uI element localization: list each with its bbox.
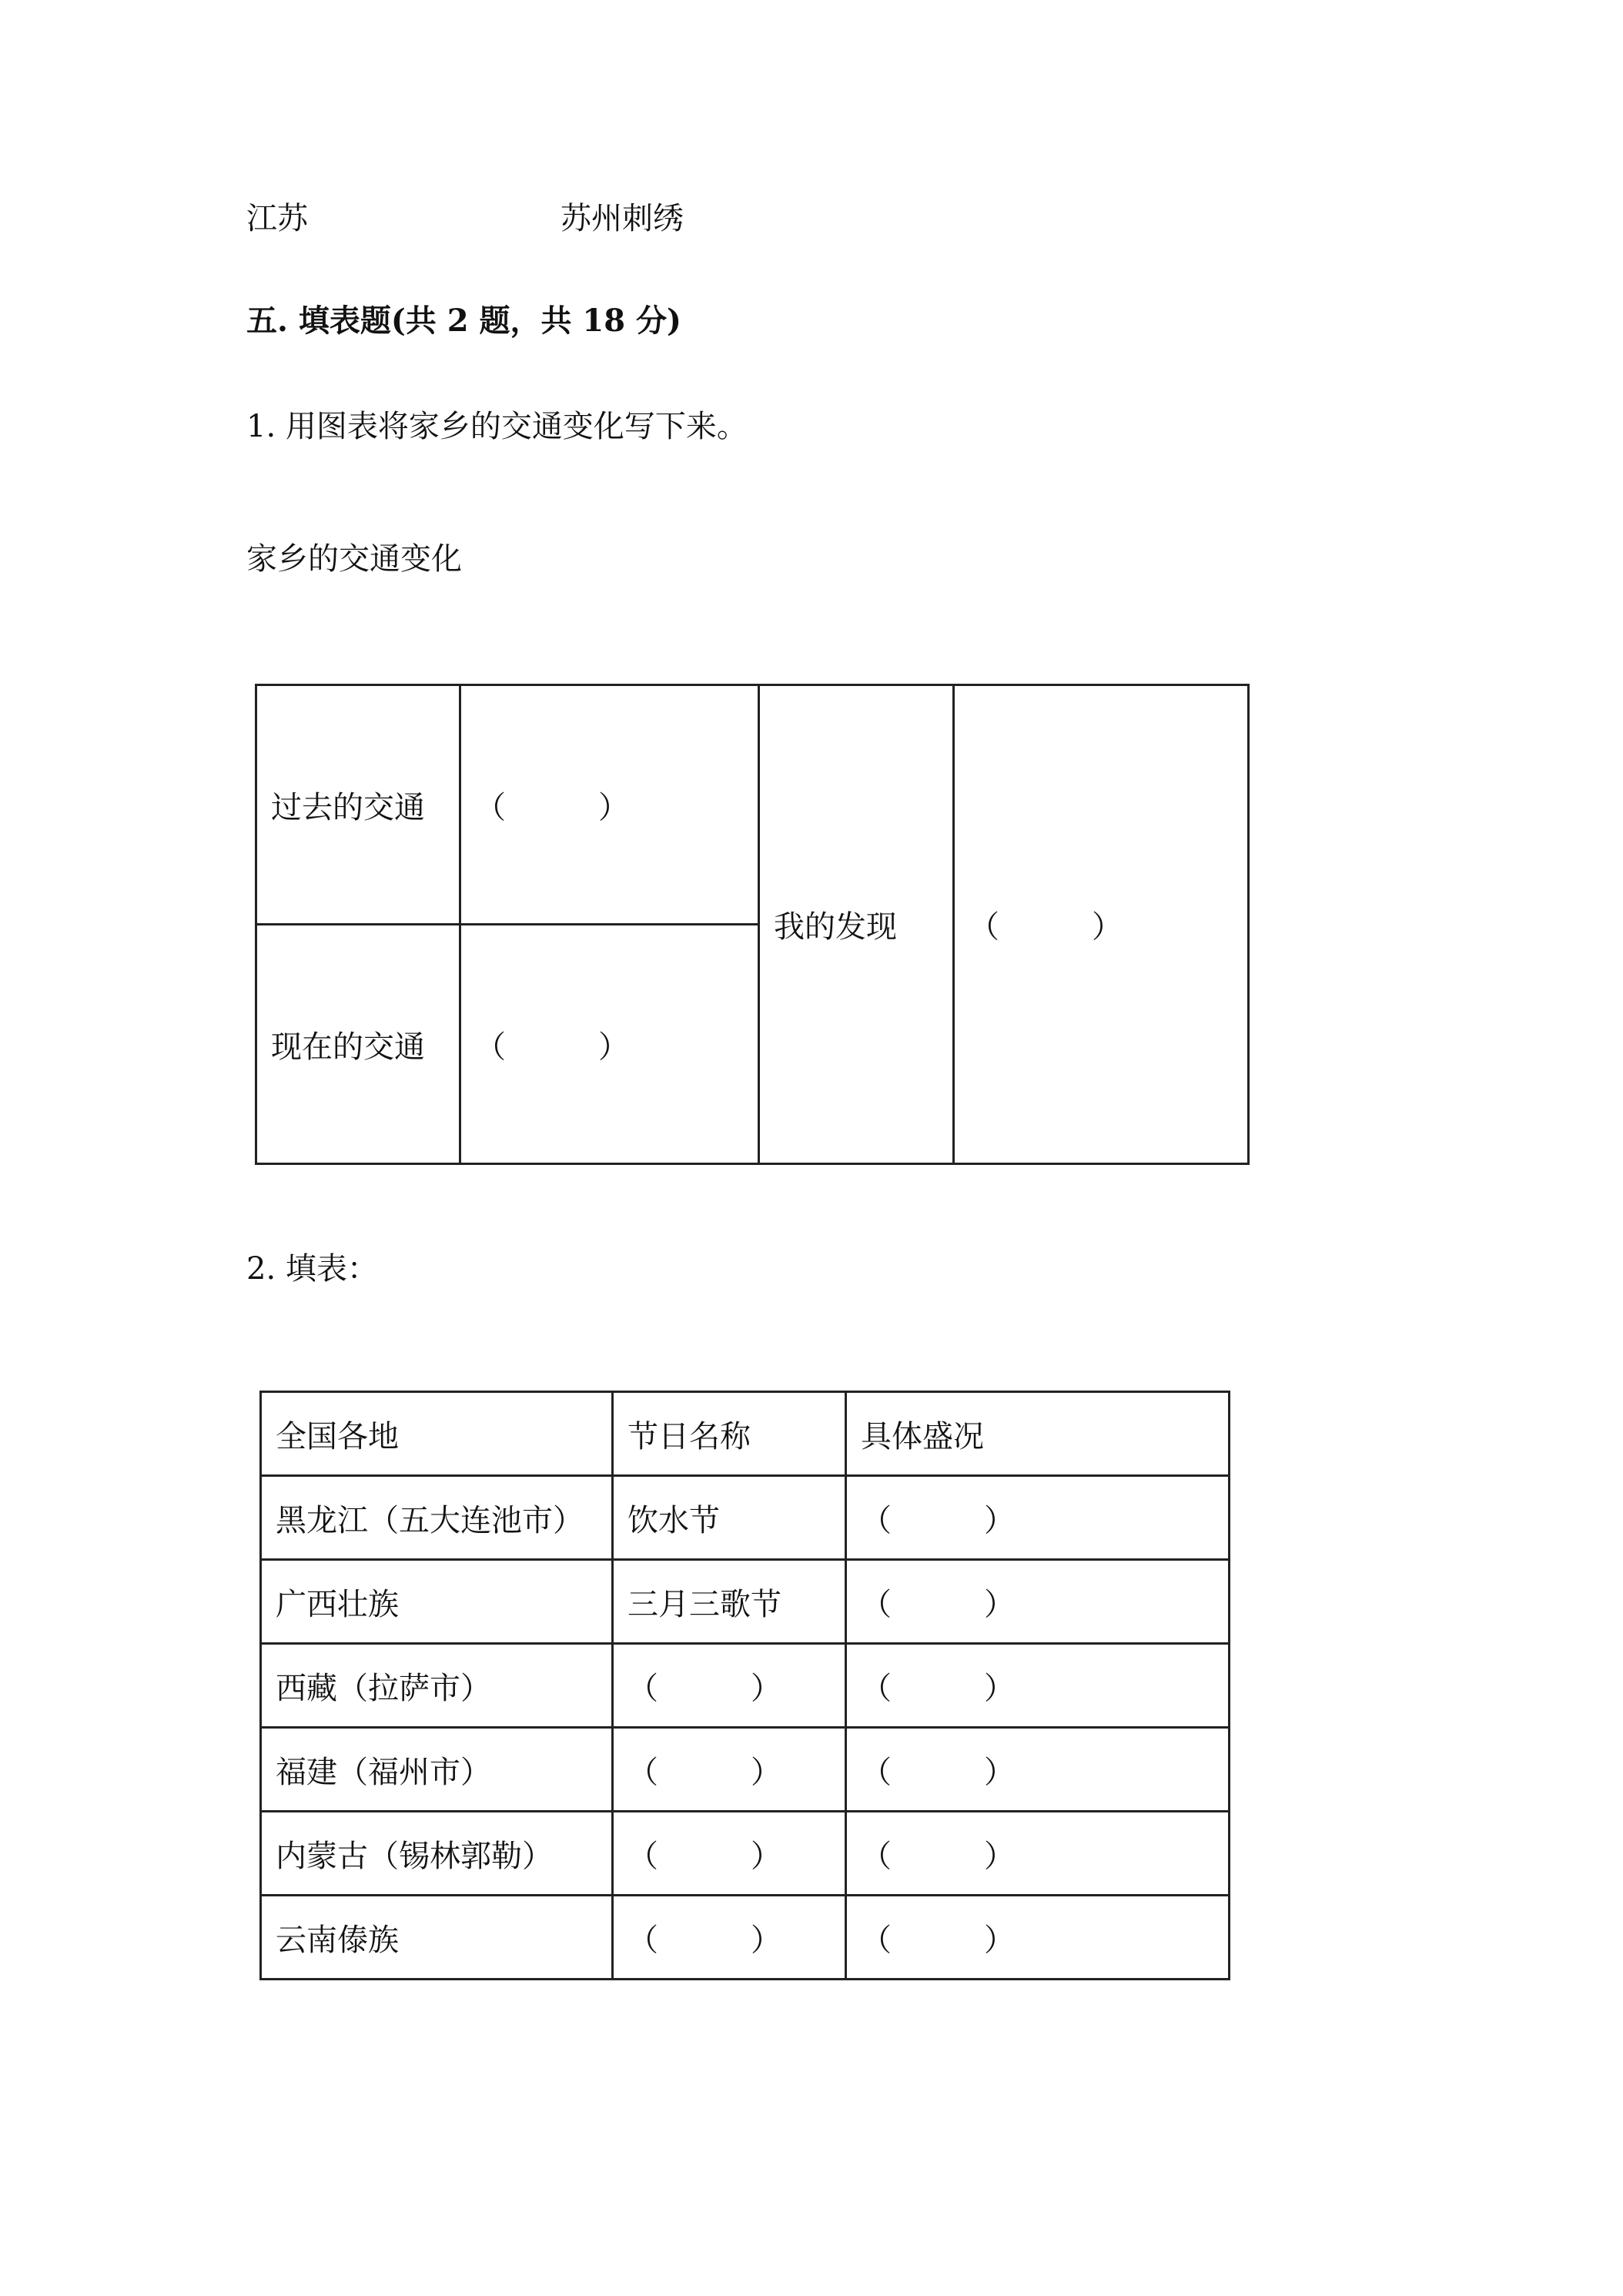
festival-table	[259, 1391, 1230, 1980]
table-row	[261, 1812, 1230, 1896]
region-cell: 云南傣族	[261, 1896, 613, 1980]
festival-name-cell: 三月三歌节	[613, 1560, 846, 1644]
festival-details-blank[interactable]: （ ）	[846, 1476, 1230, 1560]
header-festival-name: 节日名称	[613, 1392, 846, 1476]
transport-change-table	[255, 684, 1250, 1165]
festival-name-blank[interactable]: （ ）	[613, 1812, 846, 1896]
region-cell: 福建（福州市）	[261, 1728, 613, 1812]
table-row	[261, 1728, 1230, 1812]
festival-details-blank[interactable]: （ ）	[846, 1812, 1230, 1896]
region-cell: 黑龙江（五大连池市）	[261, 1476, 613, 1560]
festival-details-blank[interactable]: （ ）	[846, 1728, 1230, 1812]
current-transport-label: 现在的交通	[256, 925, 460, 1164]
festival-name-blank[interactable]: （ ）	[613, 1728, 846, 1812]
region-cell: 内蒙古（锡林郭勒）	[261, 1812, 613, 1896]
festival-details-blank[interactable]: （ ）	[846, 1644, 1230, 1728]
question-1-caption: 家乡的交通变化	[246, 541, 462, 577]
header-festival-details: 具体盛况	[846, 1392, 1230, 1476]
table-row	[261, 1644, 1230, 1728]
festival-name-blank[interactable]: （ ）	[613, 1896, 846, 1980]
festival-details-blank[interactable]: （ ）	[846, 1560, 1230, 1644]
question-2-text: 2. 填表：	[246, 1251, 378, 1287]
festival-details-blank[interactable]: （ ）	[846, 1896, 1230, 1980]
my-finding-blank[interactable]: （ ）	[954, 685, 1249, 1164]
my-finding-label: 我的发现	[759, 685, 954, 1164]
table-row	[261, 1560, 1230, 1644]
past-transport-label: 过去的交通	[256, 685, 460, 925]
table-header-row	[261, 1392, 1230, 1476]
table-row	[261, 1896, 1230, 1980]
festival-name-cell: 饮水节	[613, 1476, 846, 1560]
prev-item-craft: 苏州刺绣	[561, 201, 684, 236]
festival-name-blank[interactable]: （ ）	[613, 1644, 846, 1728]
region-cell: 西藏（拉萨市）	[261, 1644, 613, 1728]
question-1-text: 1. 用图表将家乡的交通变化写下来。	[246, 409, 748, 444]
table-row	[261, 1476, 1230, 1560]
region-cell: 广西壮族	[261, 1560, 613, 1644]
prev-item-province: 江苏	[246, 201, 308, 236]
section-title: 五. 填表题(共 2 题，共 18 分)	[246, 303, 681, 339]
past-transport-blank[interactable]: （ ）	[460, 685, 759, 925]
header-region: 全国各地	[261, 1392, 613, 1476]
current-transport-blank[interactable]: （ ）	[460, 925, 759, 1164]
